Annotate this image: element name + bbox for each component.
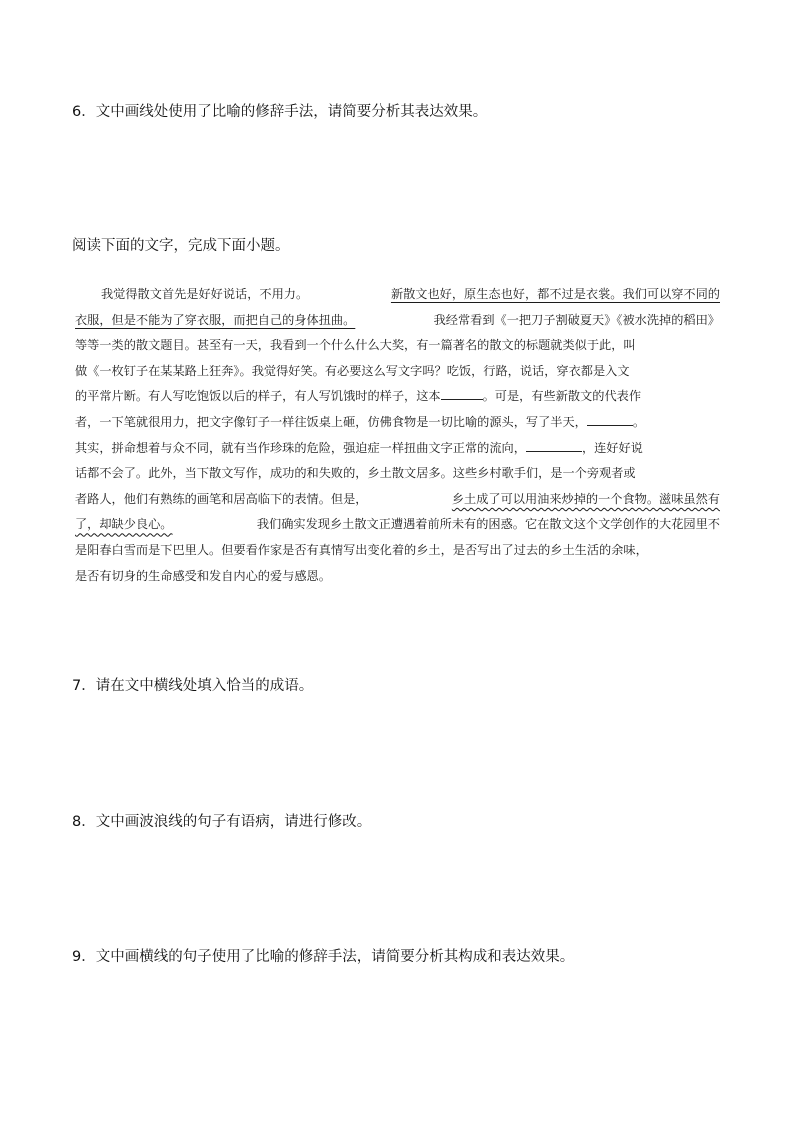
passage-line (75, 359, 720, 385)
reading-passage (75, 282, 720, 589)
question-9: 9．文中画横线的句子使用了比喻的修辞手法，请简要分析其构成和表达效果。 (72, 949, 575, 965)
wavy-underlined-sentence: 了，却缺少良心。 (75, 517, 173, 532)
question-6: 6．文中画线处使用了比喻的修辞手法，请简要分析其表达效果。 (72, 104, 488, 120)
wavy-underlined-sentence: 乡土成了可以用油来炒掉的一个食物。滋味虽然有 (451, 491, 720, 506)
passage-line (75, 461, 720, 487)
passage-text: 做《一枚钉子在某某路上狂奔》。我觉得好笑。有必要这么写文字吗？吃饭，行路，说话，穿衣都是入文 (75, 363, 630, 378)
passage-text: 我觉得散文首先是好好说话，不用力。 (101, 287, 309, 301)
fill-blank-1[interactable] (441, 385, 483, 400)
passage-line (75, 564, 720, 590)
passage-text: 是否有切身的生命感受和发自内心的爱与感恩。 (75, 568, 331, 583)
passage-line (75, 282, 720, 308)
passage-text: 的平常片断。有人写吃饱饭以后的样子，有人写饥饿时的样子，这本 。可是，有些新散文的代表作 (75, 384, 641, 410)
question-7: 7．请在文中横线处填入恰当的成语。 (72, 678, 314, 694)
passage-text: 是阳春白雪而是下巴里人。但要看作家是否有真情写出变化着的乡土，是否写出了过去的乡土生活的余味， (75, 542, 648, 557)
passage-line (75, 410, 720, 436)
passage-line (75, 512, 720, 538)
passage-text: 其实，拼命想着与众不同，就有当作珍珠的危险，强迫症一样扭曲文字正常的流向， ，连好好说 (75, 436, 643, 462)
passage-line (75, 436, 720, 462)
passage-line (75, 333, 720, 359)
passage-text: 者路人，他们有熟练的画笔和居高临下的表情。但是， (75, 491, 368, 506)
passage-text: 者，一下笔就很用力，把文字像钉子一样往饭桌上砸，仿佛食物是一切比喻的源头，写了半天， 。 (75, 410, 645, 436)
fill-blank-2[interactable] (587, 411, 633, 426)
passage-line (75, 384, 720, 410)
passage-line (75, 538, 720, 564)
underlined-metaphor: 衣服，但是不能为了穿衣服，而把自己的身体扭曲。 (75, 312, 356, 327)
underlined-metaphor: 新散文也好，原生态也好，都不过是衣裳。我们可以穿不同的 (390, 287, 720, 301)
passage-text: 我经常看到《一把刀子割破夏天》《被水洗掉的稻田》 (433, 312, 720, 327)
question-8: 8．文中画波浪线的句子有语病，请进行修改。 (72, 814, 372, 830)
passage-text: 我们确实发现乡土散文正遭遇着前所未有的困惑。它在散文这个文学创作的大花园里不 (256, 517, 720, 532)
fill-blank-3[interactable] (526, 437, 582, 452)
reading-instruction: 阅读下面的文字，完成下面小题。 (72, 238, 290, 254)
passage-text: 等等一类的散文题目。甚至有一天，我看到一个什么什么大奖，有一篇著名的散文的标题就类似于此，叫 (75, 338, 636, 353)
passage-text: 话都不会了。此外，当下散文写作，成功的和失败的，乡土散文居多。这些乡村歌手们，是一个旁观者或 (75, 466, 636, 481)
passage-line (75, 487, 720, 513)
passage-line (75, 308, 720, 334)
